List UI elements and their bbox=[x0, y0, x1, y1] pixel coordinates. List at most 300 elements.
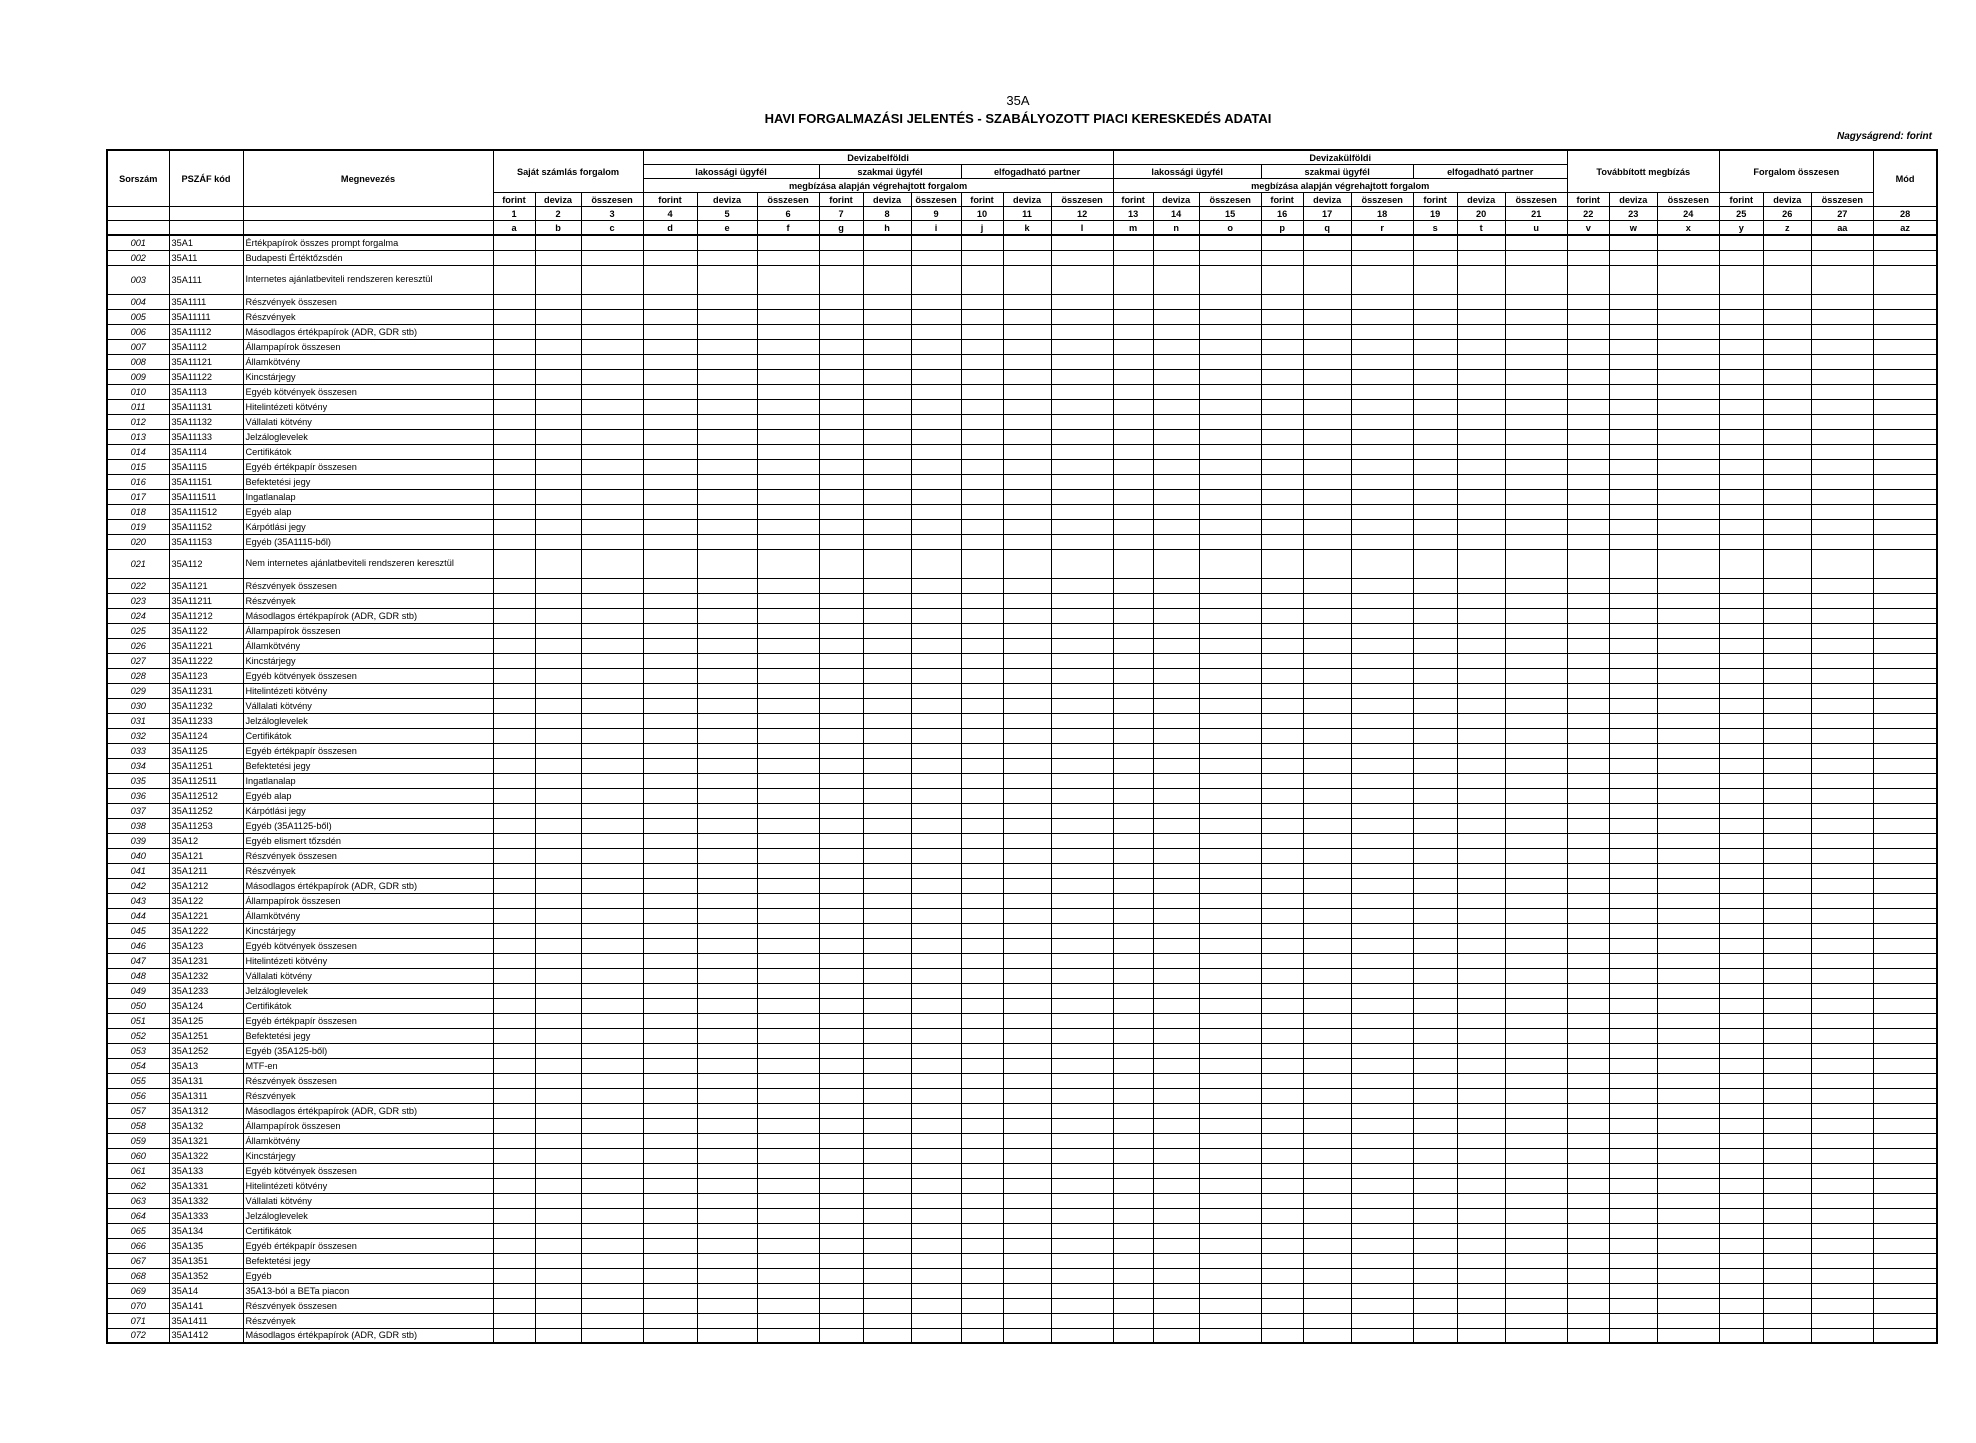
value-cell[interactable] bbox=[1457, 653, 1505, 668]
value-cell[interactable] bbox=[1719, 1028, 1763, 1043]
value-cell[interactable] bbox=[757, 1298, 819, 1313]
value-cell[interactable] bbox=[1303, 250, 1351, 265]
value-cell[interactable] bbox=[1051, 1133, 1113, 1148]
value-cell[interactable] bbox=[1811, 1253, 1873, 1268]
value-cell[interactable] bbox=[819, 309, 863, 324]
value-cell[interactable] bbox=[1457, 608, 1505, 623]
value-cell[interactable] bbox=[757, 1013, 819, 1028]
value-cell[interactable] bbox=[1873, 773, 1937, 788]
value-cell[interactable] bbox=[535, 474, 581, 489]
value-cell[interactable] bbox=[819, 833, 863, 848]
value-cell[interactable] bbox=[1113, 354, 1153, 369]
value-cell[interactable] bbox=[1609, 339, 1657, 354]
value-cell[interactable] bbox=[1719, 818, 1763, 833]
value-cell[interactable] bbox=[1567, 878, 1609, 893]
value-cell[interactable] bbox=[1413, 1178, 1457, 1193]
value-cell[interactable] bbox=[581, 399, 643, 414]
value-cell[interactable] bbox=[1003, 998, 1051, 1013]
value-cell[interactable] bbox=[863, 803, 911, 818]
value-cell[interactable] bbox=[1657, 803, 1719, 818]
value-cell[interactable] bbox=[1719, 848, 1763, 863]
value-cell[interactable] bbox=[1351, 1103, 1413, 1118]
value-cell[interactable] bbox=[961, 1208, 1003, 1223]
value-cell[interactable] bbox=[1113, 1073, 1153, 1088]
value-cell[interactable] bbox=[1719, 1238, 1763, 1253]
value-cell[interactable] bbox=[1199, 593, 1261, 608]
value-cell[interactable] bbox=[1657, 1223, 1719, 1238]
value-cell[interactable] bbox=[1051, 713, 1113, 728]
value-cell[interactable] bbox=[757, 1253, 819, 1268]
value-cell[interactable] bbox=[1719, 399, 1763, 414]
value-cell[interactable] bbox=[819, 773, 863, 788]
value-cell[interactable] bbox=[697, 1238, 757, 1253]
value-cell[interactable] bbox=[1051, 474, 1113, 489]
value-cell[interactable] bbox=[1303, 983, 1351, 998]
value-cell[interactable] bbox=[1763, 265, 1811, 294]
value-cell[interactable] bbox=[1719, 294, 1763, 309]
value-cell[interactable] bbox=[1609, 1028, 1657, 1043]
value-cell[interactable] bbox=[1609, 608, 1657, 623]
value-cell[interactable] bbox=[1113, 623, 1153, 638]
value-cell[interactable] bbox=[1763, 1328, 1811, 1343]
value-cell[interactable] bbox=[1413, 1148, 1457, 1163]
value-cell[interactable] bbox=[1873, 1058, 1937, 1073]
value-cell[interactable] bbox=[697, 908, 757, 923]
value-cell[interactable] bbox=[757, 593, 819, 608]
value-cell[interactable] bbox=[1719, 683, 1763, 698]
value-cell[interactable] bbox=[1873, 653, 1937, 668]
value-cell[interactable] bbox=[535, 668, 581, 683]
value-cell[interactable] bbox=[1413, 623, 1457, 638]
value-cell[interactable] bbox=[1567, 728, 1609, 743]
value-cell[interactable] bbox=[1657, 728, 1719, 743]
value-cell[interactable] bbox=[1153, 593, 1199, 608]
value-cell[interactable] bbox=[1811, 953, 1873, 968]
value-cell[interactable] bbox=[1457, 324, 1505, 339]
value-cell[interactable] bbox=[581, 668, 643, 683]
value-cell[interactable] bbox=[581, 638, 643, 653]
value-cell[interactable] bbox=[757, 923, 819, 938]
value-cell[interactable] bbox=[1003, 1133, 1051, 1148]
value-cell[interactable] bbox=[1567, 549, 1609, 578]
value-cell[interactable] bbox=[1567, 833, 1609, 848]
value-cell[interactable] bbox=[1567, 1193, 1609, 1208]
value-cell[interactable] bbox=[1303, 623, 1351, 638]
value-cell[interactable] bbox=[819, 1028, 863, 1043]
value-cell[interactable] bbox=[1873, 1163, 1937, 1178]
value-cell[interactable] bbox=[581, 414, 643, 429]
value-cell[interactable] bbox=[1153, 1178, 1199, 1193]
value-cell[interactable] bbox=[1113, 1118, 1153, 1133]
value-cell[interactable] bbox=[757, 668, 819, 683]
value-cell[interactable] bbox=[1153, 953, 1199, 968]
value-cell[interactable] bbox=[1113, 668, 1153, 683]
value-cell[interactable] bbox=[1261, 1103, 1303, 1118]
value-cell[interactable] bbox=[1457, 1313, 1505, 1328]
value-cell[interactable] bbox=[1505, 235, 1567, 250]
value-cell[interactable] bbox=[961, 938, 1003, 953]
value-cell[interactable] bbox=[863, 728, 911, 743]
value-cell[interactable] bbox=[1873, 923, 1937, 938]
value-cell[interactable] bbox=[1457, 908, 1505, 923]
value-cell[interactable] bbox=[1199, 1193, 1261, 1208]
value-cell[interactable] bbox=[1657, 235, 1719, 250]
value-cell[interactable] bbox=[1457, 429, 1505, 444]
value-cell[interactable] bbox=[1351, 1088, 1413, 1103]
value-cell[interactable] bbox=[863, 1133, 911, 1148]
value-cell[interactable] bbox=[1567, 504, 1609, 519]
value-cell[interactable] bbox=[1457, 593, 1505, 608]
value-cell[interactable] bbox=[643, 399, 697, 414]
value-cell[interactable] bbox=[535, 683, 581, 698]
value-cell[interactable] bbox=[1051, 638, 1113, 653]
value-cell[interactable] bbox=[911, 235, 961, 250]
value-cell[interactable] bbox=[1763, 938, 1811, 953]
value-cell[interactable] bbox=[697, 1313, 757, 1328]
value-cell[interactable] bbox=[1505, 1298, 1567, 1313]
value-cell[interactable] bbox=[1763, 623, 1811, 638]
value-cell[interactable] bbox=[1199, 414, 1261, 429]
value-cell[interactable] bbox=[863, 893, 911, 908]
value-cell[interactable] bbox=[1303, 608, 1351, 623]
value-cell[interactable] bbox=[493, 893, 535, 908]
value-cell[interactable] bbox=[1153, 474, 1199, 489]
value-cell[interactable] bbox=[1199, 399, 1261, 414]
value-cell[interactable] bbox=[1505, 384, 1567, 399]
value-cell[interactable] bbox=[535, 534, 581, 549]
value-cell[interactable] bbox=[1261, 818, 1303, 833]
value-cell[interactable] bbox=[1457, 1148, 1505, 1163]
value-cell[interactable] bbox=[581, 1133, 643, 1148]
value-cell[interactable] bbox=[1153, 803, 1199, 818]
value-cell[interactable] bbox=[757, 549, 819, 578]
value-cell[interactable] bbox=[819, 250, 863, 265]
value-cell[interactable] bbox=[1153, 983, 1199, 998]
value-cell[interactable] bbox=[757, 1208, 819, 1223]
value-cell[interactable] bbox=[819, 578, 863, 593]
value-cell[interactable] bbox=[1113, 803, 1153, 818]
value-cell[interactable] bbox=[1763, 399, 1811, 414]
value-cell[interactable] bbox=[535, 983, 581, 998]
value-cell[interactable] bbox=[1003, 444, 1051, 459]
value-cell[interactable] bbox=[1505, 309, 1567, 324]
value-cell[interactable] bbox=[757, 474, 819, 489]
value-cell[interactable] bbox=[1303, 713, 1351, 728]
value-cell[interactable] bbox=[1567, 1283, 1609, 1298]
value-cell[interactable] bbox=[1567, 534, 1609, 549]
value-cell[interactable] bbox=[1153, 1058, 1199, 1073]
value-cell[interactable] bbox=[1153, 504, 1199, 519]
value-cell[interactable] bbox=[863, 369, 911, 384]
value-cell[interactable] bbox=[1505, 998, 1567, 1013]
value-cell[interactable] bbox=[1051, 908, 1113, 923]
value-cell[interactable] bbox=[1609, 713, 1657, 728]
value-cell[interactable] bbox=[1261, 1268, 1303, 1283]
value-cell[interactable] bbox=[911, 519, 961, 534]
value-cell[interactable] bbox=[1413, 414, 1457, 429]
value-cell[interactable] bbox=[1457, 235, 1505, 250]
value-cell[interactable] bbox=[1873, 1013, 1937, 1028]
value-cell[interactable] bbox=[643, 474, 697, 489]
value-cell[interactable] bbox=[1811, 384, 1873, 399]
value-cell[interactable] bbox=[1303, 863, 1351, 878]
value-cell[interactable] bbox=[1811, 265, 1873, 294]
value-cell[interactable] bbox=[1811, 1313, 1873, 1328]
value-cell[interactable] bbox=[493, 668, 535, 683]
value-cell[interactable] bbox=[1199, 384, 1261, 399]
value-cell[interactable] bbox=[1719, 728, 1763, 743]
value-cell[interactable] bbox=[1811, 1118, 1873, 1133]
value-cell[interactable] bbox=[643, 309, 697, 324]
value-cell[interactable] bbox=[819, 324, 863, 339]
value-cell[interactable] bbox=[1657, 1193, 1719, 1208]
value-cell[interactable] bbox=[911, 1103, 961, 1118]
value-cell[interactable] bbox=[493, 878, 535, 893]
value-cell[interactable] bbox=[1457, 923, 1505, 938]
value-cell[interactable] bbox=[819, 728, 863, 743]
value-cell[interactable] bbox=[961, 908, 1003, 923]
value-cell[interactable] bbox=[1609, 1208, 1657, 1223]
value-cell[interactable] bbox=[1567, 519, 1609, 534]
value-cell[interactable] bbox=[1261, 593, 1303, 608]
value-cell[interactable] bbox=[1505, 549, 1567, 578]
value-cell[interactable] bbox=[1351, 235, 1413, 250]
value-cell[interactable] bbox=[1261, 429, 1303, 444]
value-cell[interactable] bbox=[1763, 653, 1811, 668]
value-cell[interactable] bbox=[1657, 1178, 1719, 1193]
value-cell[interactable] bbox=[1763, 1163, 1811, 1178]
value-cell[interactable] bbox=[493, 848, 535, 863]
value-cell[interactable] bbox=[1261, 713, 1303, 728]
value-cell[interactable] bbox=[911, 354, 961, 369]
value-cell[interactable] bbox=[1113, 1253, 1153, 1268]
value-cell[interactable] bbox=[697, 998, 757, 1013]
value-cell[interactable] bbox=[1657, 848, 1719, 863]
value-cell[interactable] bbox=[1811, 474, 1873, 489]
value-cell[interactable] bbox=[961, 429, 1003, 444]
value-cell[interactable] bbox=[1609, 773, 1657, 788]
value-cell[interactable] bbox=[1261, 1253, 1303, 1268]
value-cell[interactable] bbox=[1719, 623, 1763, 638]
value-cell[interactable] bbox=[819, 354, 863, 369]
value-cell[interactable] bbox=[581, 1238, 643, 1253]
value-cell[interactable] bbox=[1657, 1058, 1719, 1073]
value-cell[interactable] bbox=[1873, 818, 1937, 833]
value-cell[interactable] bbox=[1153, 399, 1199, 414]
value-cell[interactable] bbox=[1351, 593, 1413, 608]
value-cell[interactable] bbox=[697, 773, 757, 788]
value-cell[interactable] bbox=[1719, 459, 1763, 474]
value-cell[interactable] bbox=[1413, 608, 1457, 623]
value-cell[interactable] bbox=[1261, 803, 1303, 818]
value-cell[interactable] bbox=[1609, 354, 1657, 369]
value-cell[interactable] bbox=[1657, 833, 1719, 848]
value-cell[interactable] bbox=[1051, 354, 1113, 369]
value-cell[interactable] bbox=[1567, 1253, 1609, 1268]
value-cell[interactable] bbox=[961, 893, 1003, 908]
value-cell[interactable] bbox=[1457, 474, 1505, 489]
value-cell[interactable] bbox=[1763, 773, 1811, 788]
value-cell[interactable] bbox=[1873, 728, 1937, 743]
value-cell[interactable] bbox=[1457, 668, 1505, 683]
value-cell[interactable] bbox=[863, 1058, 911, 1073]
value-cell[interactable] bbox=[1763, 1043, 1811, 1058]
value-cell[interactable] bbox=[1811, 414, 1873, 429]
value-cell[interactable] bbox=[863, 429, 911, 444]
value-cell[interactable] bbox=[643, 1028, 697, 1043]
value-cell[interactable] bbox=[1003, 773, 1051, 788]
value-cell[interactable] bbox=[1413, 1133, 1457, 1148]
value-cell[interactable] bbox=[1051, 549, 1113, 578]
value-cell[interactable] bbox=[1763, 1223, 1811, 1238]
value-cell[interactable] bbox=[1199, 534, 1261, 549]
value-cell[interactable] bbox=[1153, 1313, 1199, 1328]
value-cell[interactable] bbox=[535, 1313, 581, 1328]
value-cell[interactable] bbox=[961, 743, 1003, 758]
value-cell[interactable] bbox=[1719, 339, 1763, 354]
value-cell[interactable] bbox=[911, 653, 961, 668]
value-cell[interactable] bbox=[1153, 1193, 1199, 1208]
value-cell[interactable] bbox=[1567, 938, 1609, 953]
value-cell[interactable] bbox=[819, 1073, 863, 1088]
value-cell[interactable] bbox=[1153, 369, 1199, 384]
value-cell[interactable] bbox=[1003, 1193, 1051, 1208]
value-cell[interactable] bbox=[961, 474, 1003, 489]
value-cell[interactable] bbox=[1657, 429, 1719, 444]
value-cell[interactable] bbox=[1567, 623, 1609, 638]
value-cell[interactable] bbox=[493, 863, 535, 878]
value-cell[interactable] bbox=[1113, 998, 1153, 1013]
value-cell[interactable] bbox=[1113, 265, 1153, 294]
value-cell[interactable] bbox=[1413, 294, 1457, 309]
value-cell[interactable] bbox=[697, 743, 757, 758]
value-cell[interactable] bbox=[1003, 653, 1051, 668]
value-cell[interactable] bbox=[643, 265, 697, 294]
value-cell[interactable] bbox=[1413, 818, 1457, 833]
value-cell[interactable] bbox=[1609, 953, 1657, 968]
value-cell[interactable] bbox=[1657, 1028, 1719, 1043]
value-cell[interactable] bbox=[581, 1118, 643, 1133]
value-cell[interactable] bbox=[493, 1163, 535, 1178]
value-cell[interactable] bbox=[1609, 623, 1657, 638]
value-cell[interactable] bbox=[757, 938, 819, 953]
value-cell[interactable] bbox=[535, 968, 581, 983]
value-cell[interactable] bbox=[961, 578, 1003, 593]
value-cell[interactable] bbox=[535, 623, 581, 638]
value-cell[interactable] bbox=[1763, 863, 1811, 878]
value-cell[interactable] bbox=[1153, 698, 1199, 713]
value-cell[interactable] bbox=[1873, 399, 1937, 414]
value-cell[interactable] bbox=[581, 1253, 643, 1268]
value-cell[interactable] bbox=[1873, 893, 1937, 908]
value-cell[interactable] bbox=[911, 474, 961, 489]
value-cell[interactable] bbox=[1413, 459, 1457, 474]
value-cell[interactable] bbox=[1609, 429, 1657, 444]
value-cell[interactable] bbox=[643, 668, 697, 683]
value-cell[interactable] bbox=[1657, 459, 1719, 474]
value-cell[interactable] bbox=[1763, 519, 1811, 534]
value-cell[interactable] bbox=[961, 250, 1003, 265]
value-cell[interactable] bbox=[1763, 1028, 1811, 1043]
value-cell[interactable] bbox=[581, 1163, 643, 1178]
value-cell[interactable] bbox=[1051, 1148, 1113, 1163]
value-cell[interactable] bbox=[819, 489, 863, 504]
value-cell[interactable] bbox=[1153, 250, 1199, 265]
value-cell[interactable] bbox=[1457, 519, 1505, 534]
value-cell[interactable] bbox=[961, 818, 1003, 833]
value-cell[interactable] bbox=[1413, 968, 1457, 983]
value-cell[interactable] bbox=[1051, 1088, 1113, 1103]
value-cell[interactable] bbox=[1153, 534, 1199, 549]
value-cell[interactable] bbox=[911, 833, 961, 848]
value-cell[interactable] bbox=[757, 1148, 819, 1163]
value-cell[interactable] bbox=[697, 1268, 757, 1283]
value-cell[interactable] bbox=[961, 369, 1003, 384]
value-cell[interactable] bbox=[1003, 534, 1051, 549]
value-cell[interactable] bbox=[1567, 384, 1609, 399]
value-cell[interactable] bbox=[643, 519, 697, 534]
value-cell[interactable] bbox=[1303, 474, 1351, 489]
value-cell[interactable] bbox=[863, 474, 911, 489]
value-cell[interactable] bbox=[1505, 265, 1567, 294]
value-cell[interactable] bbox=[1657, 1268, 1719, 1283]
value-cell[interactable] bbox=[911, 250, 961, 265]
value-cell[interactable] bbox=[535, 1208, 581, 1223]
value-cell[interactable] bbox=[911, 1043, 961, 1058]
value-cell[interactable] bbox=[643, 833, 697, 848]
value-cell[interactable] bbox=[535, 549, 581, 578]
value-cell[interactable] bbox=[819, 1298, 863, 1313]
value-cell[interactable] bbox=[961, 1013, 1003, 1028]
value-cell[interactable] bbox=[1505, 683, 1567, 698]
value-cell[interactable] bbox=[643, 638, 697, 653]
value-cell[interactable] bbox=[1657, 1013, 1719, 1028]
value-cell[interactable] bbox=[819, 788, 863, 803]
value-cell[interactable] bbox=[581, 923, 643, 938]
value-cell[interactable] bbox=[697, 235, 757, 250]
value-cell[interactable] bbox=[581, 983, 643, 998]
value-cell[interactable] bbox=[1609, 728, 1657, 743]
value-cell[interactable] bbox=[1303, 773, 1351, 788]
value-cell[interactable] bbox=[1199, 309, 1261, 324]
value-cell[interactable] bbox=[1003, 758, 1051, 773]
value-cell[interactable] bbox=[1811, 1208, 1873, 1223]
value-cell[interactable] bbox=[1873, 384, 1937, 399]
value-cell[interactable] bbox=[1113, 1208, 1153, 1223]
value-cell[interactable] bbox=[911, 324, 961, 339]
value-cell[interactable] bbox=[1657, 444, 1719, 459]
value-cell[interactable] bbox=[493, 983, 535, 998]
value-cell[interactable] bbox=[1505, 1133, 1567, 1148]
value-cell[interactable] bbox=[757, 758, 819, 773]
value-cell[interactable] bbox=[1199, 653, 1261, 668]
value-cell[interactable] bbox=[1351, 534, 1413, 549]
value-cell[interactable] bbox=[581, 294, 643, 309]
value-cell[interactable] bbox=[1051, 1313, 1113, 1328]
value-cell[interactable] bbox=[1719, 354, 1763, 369]
value-cell[interactable] bbox=[1351, 638, 1413, 653]
value-cell[interactable] bbox=[1113, 878, 1153, 893]
value-cell[interactable] bbox=[1505, 1193, 1567, 1208]
value-cell[interactable] bbox=[697, 1208, 757, 1223]
value-cell[interactable] bbox=[643, 998, 697, 1013]
value-cell[interactable] bbox=[757, 1088, 819, 1103]
value-cell[interactable] bbox=[819, 818, 863, 833]
value-cell[interactable] bbox=[1199, 324, 1261, 339]
value-cell[interactable] bbox=[1261, 863, 1303, 878]
value-cell[interactable] bbox=[1351, 549, 1413, 578]
value-cell[interactable] bbox=[1199, 444, 1261, 459]
